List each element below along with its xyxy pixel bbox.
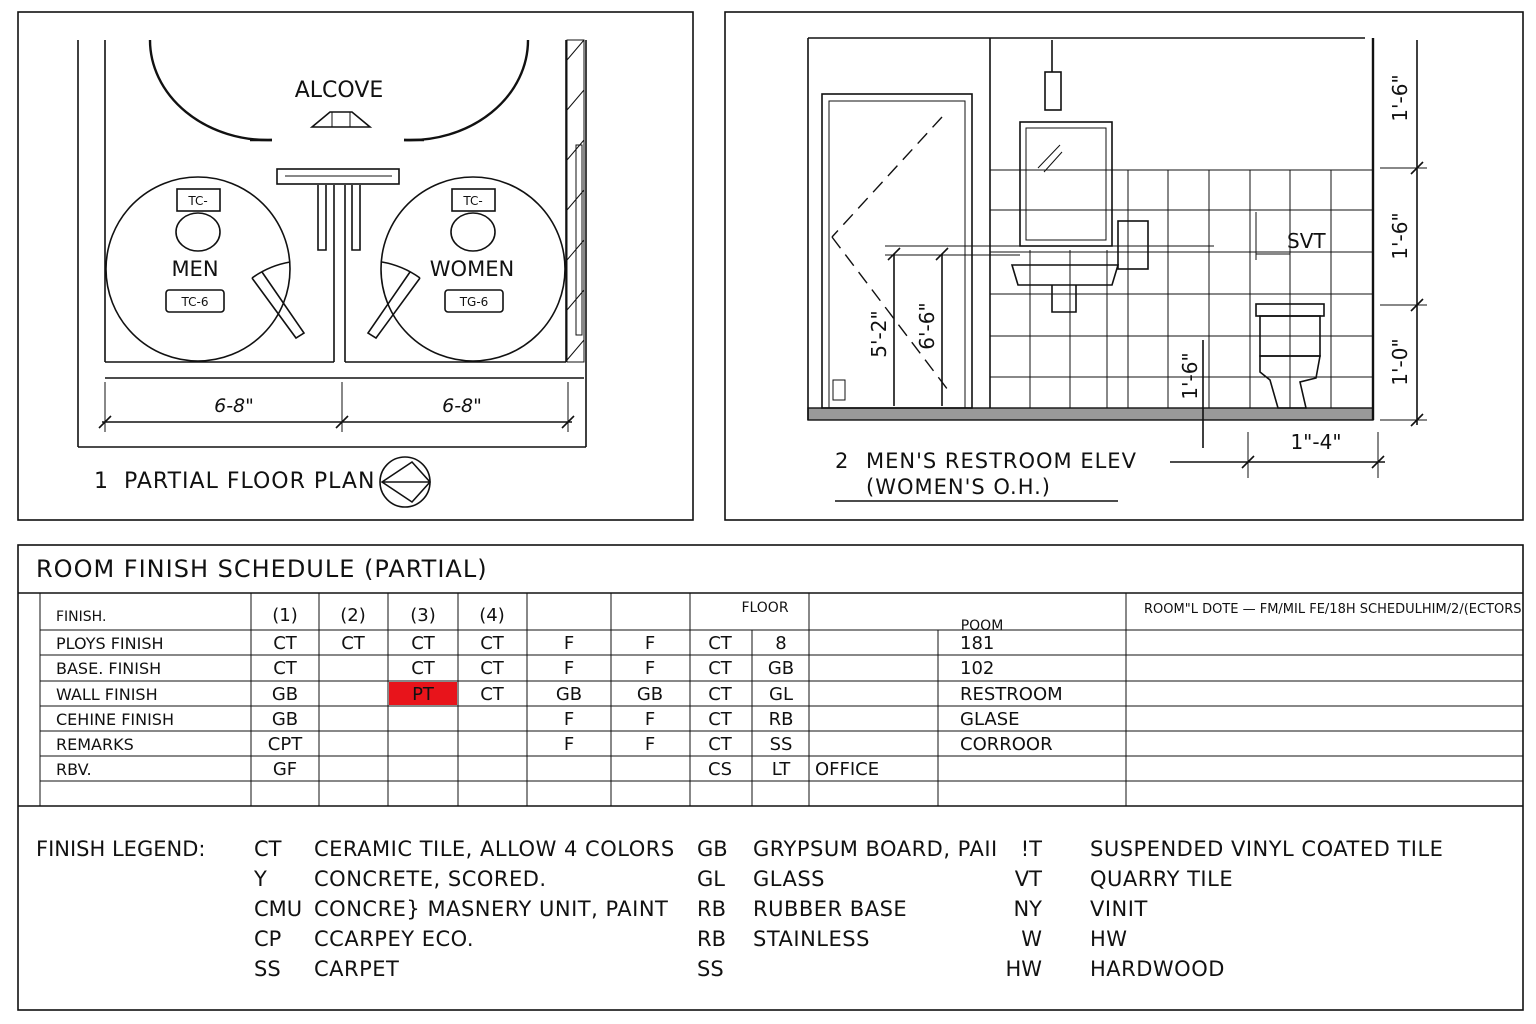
women-toilet-bowl (451, 213, 495, 251)
header-cell: (1) (272, 605, 298, 626)
dim-left-label: 6-8" (214, 395, 254, 417)
men-tc-tag-label: TC-6 (181, 295, 209, 309)
table-cell: GB (555, 684, 583, 705)
table-cell: GL (769, 684, 793, 705)
towel-dispenser (1118, 221, 1148, 269)
legend-description: SUSPENDED VINYL COATED TILE (1090, 837, 1444, 861)
header-cell: FLOOR (741, 600, 789, 616)
table-cell: REMARKS (56, 735, 134, 754)
floor-band (808, 408, 1373, 420)
women-tc-tag-label: TG-6 (459, 295, 489, 309)
legend-code: Y (254, 867, 267, 891)
table-cell: CORROOR (960, 734, 1053, 755)
table-cell: F (563, 734, 575, 755)
table-cell: GB (636, 684, 664, 705)
header-cell: FINISH. (56, 609, 107, 625)
table-cell: PLOYS FINISH (56, 634, 164, 653)
table-cell: RBV. (56, 760, 92, 779)
table-cell: CT (708, 734, 732, 755)
header-cell: (3) (410, 605, 436, 626)
table-cell: CS (708, 759, 732, 780)
highlighted-cell-label: PT (412, 684, 434, 705)
table-cell: 102 (960, 658, 995, 679)
door-swing-dashed (832, 117, 942, 237)
header-cell: (2) (340, 605, 366, 626)
legend-description: STAINLESS (753, 927, 870, 951)
table-cell: LT (771, 759, 791, 780)
men-tc-small-label: TC- (188, 194, 208, 208)
legend-description: QUARRY TILE (1090, 867, 1234, 891)
legend-description: CERAMIC TILE, ALLOW 4 COLORS (314, 837, 675, 861)
legend-code: VT (1014, 867, 1042, 891)
table-cell: F (563, 633, 575, 654)
elevation-title-line1: MEN'S RESTROOM ELEV (866, 449, 1137, 473)
legend-code: CP (254, 927, 282, 951)
alcove-label: ALCOVE (294, 78, 384, 103)
pendant-light (1045, 72, 1061, 110)
table-cell: CT (708, 658, 732, 679)
women-label: WOMEN (429, 257, 515, 281)
schedule-text (36, 555, 1522, 780)
table-cell: F (644, 734, 656, 755)
table-cell: CT (273, 633, 297, 654)
table-cell: 8 (775, 633, 787, 654)
legend-description: HARDWOOD (1090, 957, 1225, 981)
legend-code: CMU (254, 897, 303, 921)
schedule-title: ROOM FINISH SCHEDULE (PARTIAL) (36, 555, 488, 583)
legend-code: GL (697, 867, 725, 891)
table-cell: CT (480, 684, 504, 705)
schedule-table (56, 600, 1522, 780)
dim-6-label: 1'-6" (1178, 352, 1202, 400)
elevation-labels (835, 74, 1412, 499)
table-cell: CEHINE FINISH (56, 710, 174, 729)
women-tc-small-label: TC- (463, 194, 483, 208)
table-cell: 181 (960, 633, 995, 654)
legend-description: CCARPEY ECO. (314, 927, 475, 951)
table-cell: GF (272, 759, 298, 780)
door-swing-arc-left (150, 40, 272, 140)
table-cell: F (563, 658, 575, 679)
legend-code: !T (1020, 837, 1042, 861)
legend-description: HW (1090, 927, 1128, 951)
dim-2-label: 1'-6" (1388, 212, 1412, 260)
dim-7-label: 1"-4" (1290, 430, 1342, 454)
legend-label: FINISH LEGEND: (36, 837, 206, 861)
legend-code: HW (1005, 957, 1042, 981)
legend-code: RB (697, 897, 726, 921)
legend-code: SS (697, 957, 724, 981)
table-cell: CPT (267, 734, 303, 755)
header-cell: POOM (960, 618, 1004, 634)
dim-right-label: 6-8" (442, 395, 482, 417)
floor-plan-title: PARTIAL FLOOR PLAN (124, 469, 376, 494)
dim-5-label: 6'-6" (915, 302, 939, 350)
table-cell: F (644, 658, 656, 679)
floor-plan-number: 1 (94, 469, 108, 494)
table-cell: GB (271, 684, 299, 705)
men-label: MEN (171, 257, 219, 281)
floor-plan-labels (94, 78, 514, 494)
table-cell: CT (411, 633, 435, 654)
legend-code: SS (254, 957, 281, 981)
table-cell: CT (480, 658, 504, 679)
table-cell: CT (411, 658, 435, 679)
legend-description: CARPET (314, 957, 400, 981)
table-cell: GLASE (960, 709, 1020, 730)
sink (1012, 265, 1118, 285)
header-cell: ROOM"L DOTE — FM/MIL FE/18H SCHEDULHIM/2/(ECTORS (1144, 602, 1522, 617)
dim-3-label: 1'-0" (1388, 338, 1412, 386)
table-cell: GB (767, 658, 795, 679)
elevation-number: 2 (835, 449, 849, 473)
table-cell: F (563, 709, 575, 730)
finish-legend (36, 837, 1443, 981)
svt-label: SVT (1287, 229, 1326, 253)
header-cell: (4) (479, 605, 505, 626)
alcove-fixture (312, 112, 370, 127)
table-cell: CT (341, 633, 365, 654)
table-cell: F (644, 633, 656, 654)
table-cell: CT (708, 709, 732, 730)
elevation-title-line2: (WOMEN'S O.H.) (866, 475, 1052, 499)
men-toilet-bowl (176, 213, 220, 251)
table-cell: RESTROOM (960, 684, 1063, 705)
legend-description: CONCRETE, SCORED. (314, 867, 547, 891)
table-cell: CT (480, 633, 504, 654)
legend-code: CT (254, 837, 282, 861)
table-cell: CT (708, 633, 732, 654)
legend-description: GLASS (753, 867, 825, 891)
table-cell: GB (271, 709, 299, 730)
table-cell: SS (769, 734, 793, 755)
legend-code: W (1021, 927, 1042, 951)
dim-1-label: 1'-6" (1388, 74, 1412, 122)
table-cell: BASE. FINISH (56, 659, 162, 678)
mirror (1020, 122, 1112, 246)
table-cell: F (644, 709, 656, 730)
legend-description: VINIT (1090, 897, 1148, 921)
table-cell: RB (768, 709, 794, 730)
table-cell: CT (273, 658, 297, 679)
legend-description: CONCRE} MASNERY UNIT, PAINT (314, 897, 669, 921)
legend-code: RB (697, 927, 726, 951)
legend-description: RUBBER BASE (753, 897, 908, 921)
legend-code: GB (697, 837, 728, 861)
table-cell: OFFICE (815, 759, 880, 780)
table-cell: WALL FINISH (56, 685, 158, 704)
legend-description: GRYPSUM BOARD, PAII (753, 837, 998, 861)
legend-code: NY (1013, 897, 1042, 921)
door-swing-arc-right (404, 40, 528, 140)
dim-4-label: 5'-2" (867, 310, 891, 358)
table-cell: CT (708, 684, 732, 705)
